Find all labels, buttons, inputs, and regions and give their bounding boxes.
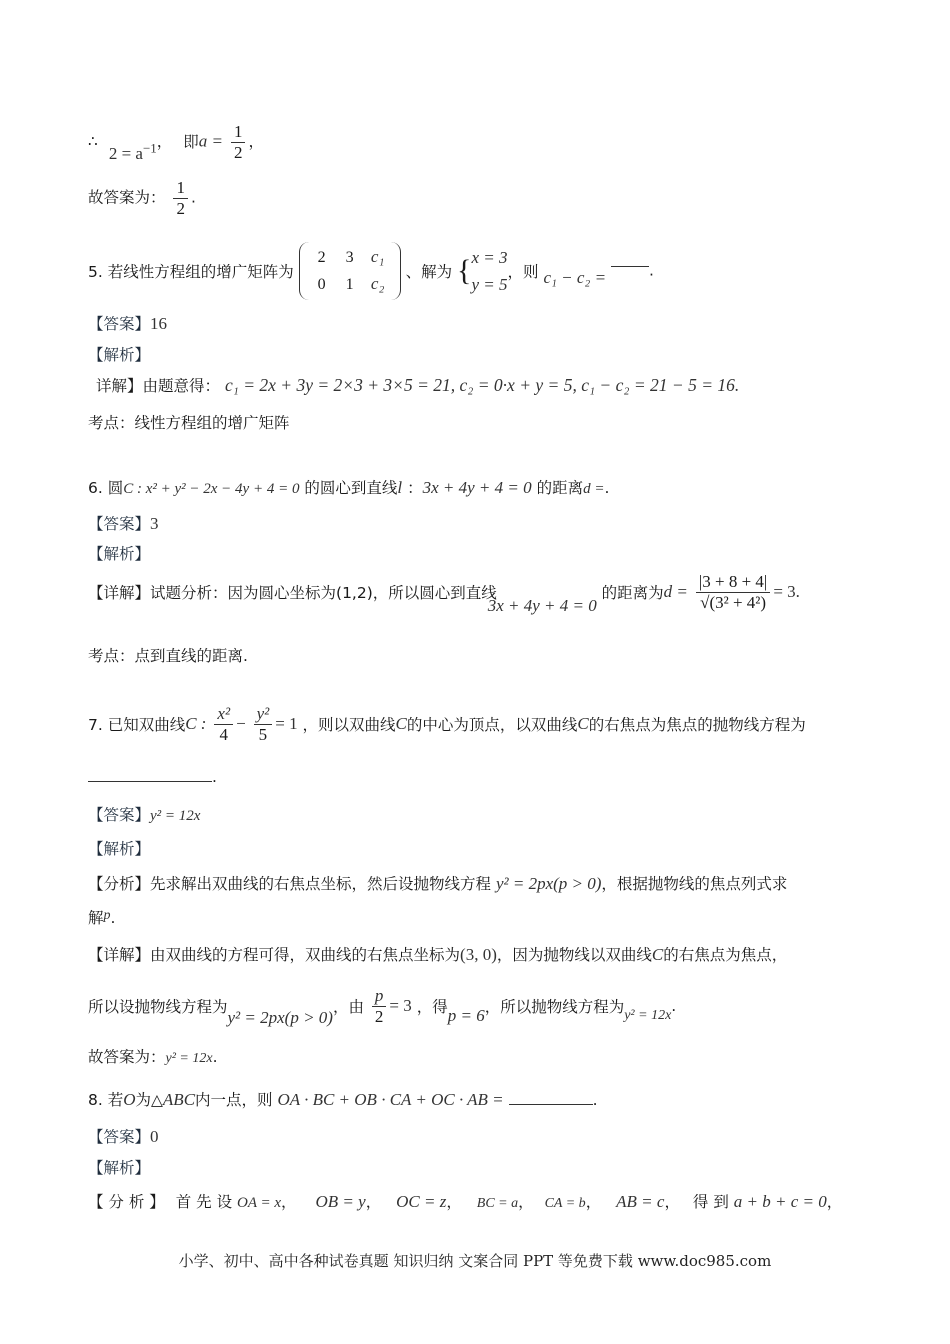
answer-blank	[611, 265, 649, 267]
equation-2-eq-a: $2 = a^{-1}$	[108, 139, 157, 163]
analysis-heading-8: 【解析】	[88, 1159, 151, 1177]
analysis-heading-6: 【解析】	[88, 545, 151, 563]
solution-system: {	[457, 253, 472, 287]
page-footer: 小学、初中、高中各种试卷真题 知识归纳 文案合同 PPT 等免费下载 www.doc985.com	[178, 1252, 772, 1270]
detail-5: 详解】由题意得： c₁ = 2x + 3y = 2×3 + 3×5 = 21, c₂ = 0·x + y = 5, c₁ − c₂ = 21 − 5 = 16.	[96, 375, 740, 395]
answer-7: 【答案】y² = 12x	[88, 806, 201, 824]
answer-line-half: 故答案为： $\frac{1}{2}$ .	[88, 178, 196, 218]
fraction-one-half: $\frac{1}{2}$	[231, 122, 246, 162]
fraction-p-over-2: $\frac{p}{2}$	[372, 986, 387, 1026]
answer-blank	[88, 780, 212, 782]
fraction-y2-over-5: $\frac{\text{y²}}{5}$	[254, 704, 273, 744]
fraction-x2-over-4: $\frac{\text{x²}}{4}$	[214, 704, 233, 744]
key-point-6: 考点：点到直线的距离.	[88, 647, 248, 665]
detail-6: 【详解】试题分析：因为圆心坐标为(1,2)，所以圆心到直线 3x + 4y + 4 = 0 的距离为d = $\frac{|3 + 8 + 4|}{\text{√(3² + 4²)}}$ = 3.	[88, 572, 800, 615]
analysis-heading-5: 【解析】	[88, 346, 151, 364]
analysis-heading-7: 【解析】	[88, 840, 151, 858]
distance-fraction: $\frac{|3 + 8 + 4|}{\text{√(3² + 4²)}}$	[696, 572, 770, 612]
detail-7-cont: 所以设抛物线方程为y² = 2px(p > 0)，由 $\frac{p}{2}$ = 3 ，得p = 6，所以抛物线方程为y² = 12x.	[88, 986, 677, 1027]
therefore-symbol: ∴	[88, 132, 98, 151]
answer-6: 【答案】3	[88, 514, 159, 533]
question-6: 6. 圆C : x² + y² − 2x − 4y + 4 = 0 的圆心到直线l ：3x + 4y + 4 = 0 的距离d =.	[88, 478, 610, 497]
answer-8: 【答案】0	[88, 1127, 159, 1146]
answer-line-7: 故答案为：y² = 12x.	[88, 1048, 218, 1066]
question-7-blank: .	[88, 768, 217, 786]
detail-7: 【详解】由双曲线的方程可得，双曲线的右焦点坐标为(3, 0)，因为抛物线以双曲线C的右焦点为焦点，	[88, 945, 788, 964]
analysis-8: 【 分 析 】 首 先 设 OA = x， OB = y， OC = z， BC = a， CA = b， AB = c， 得 到 a + b + c = 0，	[88, 1192, 843, 1211]
augmented-matrix: 2 3 c₁ 0 1 c₂	[299, 242, 401, 300]
question-7: 7. 已知双曲线C : $\frac{\text{x²}}{4}$ − $\frac{\text{y²}}{5}$ = 1 ，则以双曲线C的中心为顶点，以双曲线C的右焦点为焦点的抛物线方程为	[88, 704, 806, 744]
answer-5: 【答案】16	[88, 314, 168, 333]
analysis-7-cont: 解p.	[88, 908, 116, 927]
question-8: 8. 若O为△ABC内一点，则 OA · BC + OB · CA + OC · AB = .	[88, 1090, 598, 1109]
analysis-7: 【分析】先求解出双曲线的右焦点坐标，然后设抛物线方程 y² = 2px(p > 0)，根据抛物线的焦点列式求	[88, 874, 788, 893]
solution-line-therefore: ∴ $2 = a^{-1}$， 即a = $\frac{1}{2}$ ，	[88, 122, 264, 163]
key-point-5: 考点：线性方程组的增广矩阵	[88, 414, 290, 432]
question-5: 5. 若线性方程组的增广矩阵为 2 3 c₁ 0 1 c₂ 、解为 {x = 3 y = 5，则 c₁ − c₂ = .	[88, 242, 654, 300]
fraction-one-half: $\frac{1}{2}$	[173, 178, 188, 218]
answer-blank	[509, 1103, 593, 1105]
